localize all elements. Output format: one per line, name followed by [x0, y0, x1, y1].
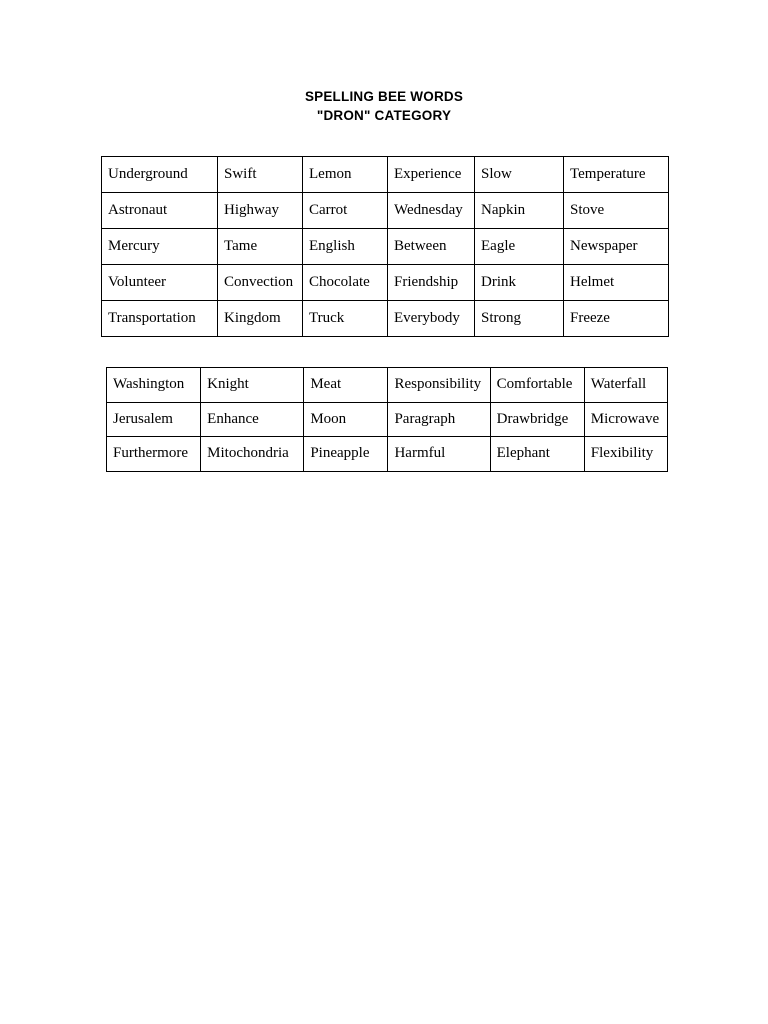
word-cell: Flexibility — [584, 437, 667, 472]
word-cell: Paragraph — [388, 402, 490, 437]
word-cell: English — [303, 229, 388, 265]
title-line-2: "DRON" CATEGORY — [316, 108, 452, 123]
word-cell: Napkin — [475, 193, 564, 229]
word-cell: Convection — [218, 265, 303, 301]
word-cell: Washington — [107, 368, 201, 403]
word-table-1-body — [102, 157, 669, 337]
table-row — [102, 229, 669, 265]
word-cell: Kingdom — [218, 301, 303, 337]
title-line-1: SPELLING BEE WORDS — [304, 89, 464, 104]
word-cell: Waterfall — [584, 368, 667, 403]
word-cell: Swift — [218, 157, 303, 193]
word-cell: Mercury — [102, 229, 218, 265]
word-table-2 — [106, 367, 668, 472]
word-table-2-body — [107, 368, 668, 472]
table-row — [102, 157, 669, 193]
word-table-1 — [101, 156, 669, 337]
word-cell: Furthermore — [107, 437, 201, 472]
word-cell: Drawbridge — [490, 402, 584, 437]
word-cell: Elephant — [490, 437, 584, 472]
table-row — [102, 265, 669, 301]
word-cell: Eagle — [475, 229, 564, 265]
word-cell: Newspaper — [564, 229, 669, 265]
word-cell: Volunteer — [102, 265, 218, 301]
table-row — [102, 301, 669, 337]
word-cell: Highway — [218, 193, 303, 229]
word-cell: Truck — [303, 301, 388, 337]
word-cell: Knight — [201, 368, 304, 403]
word-cell: Slow — [475, 157, 564, 193]
word-cell: Astronaut — [102, 193, 218, 229]
word-cell: Temperature — [564, 157, 669, 193]
word-cell: Pineapple — [304, 437, 388, 472]
word-cell: Strong — [475, 301, 564, 337]
word-cell: Transportation — [102, 301, 218, 337]
page-title — [0, 87, 768, 125]
word-cell: Stove — [564, 193, 669, 229]
table-row — [107, 437, 668, 472]
word-cell: Lemon — [303, 157, 388, 193]
word-cell: Mitochondria — [201, 437, 304, 472]
word-cell: Everybody — [388, 301, 475, 337]
word-cell: Chocolate — [303, 265, 388, 301]
word-cell: Harmful — [388, 437, 490, 472]
word-cell: Comfortable — [490, 368, 584, 403]
word-cell: Wednesday — [388, 193, 475, 229]
word-cell: Meat — [304, 368, 388, 403]
word-cell: Moon — [304, 402, 388, 437]
word-cell: Experience — [388, 157, 475, 193]
table-row — [107, 402, 668, 437]
word-cell: Jerusalem — [107, 402, 201, 437]
word-cell: Tame — [218, 229, 303, 265]
word-cell: Helmet — [564, 265, 669, 301]
table-row — [102, 193, 669, 229]
word-cell: Responsibility — [388, 368, 490, 403]
word-cell: Enhance — [201, 402, 304, 437]
word-cell: Carrot — [303, 193, 388, 229]
word-cell: Drink — [475, 265, 564, 301]
word-cell: Between — [388, 229, 475, 265]
word-cell: Microwave — [584, 402, 667, 437]
word-cell: Underground — [102, 157, 218, 193]
word-cell: Friendship — [388, 265, 475, 301]
table-row — [107, 368, 668, 403]
word-cell: Freeze — [564, 301, 669, 337]
